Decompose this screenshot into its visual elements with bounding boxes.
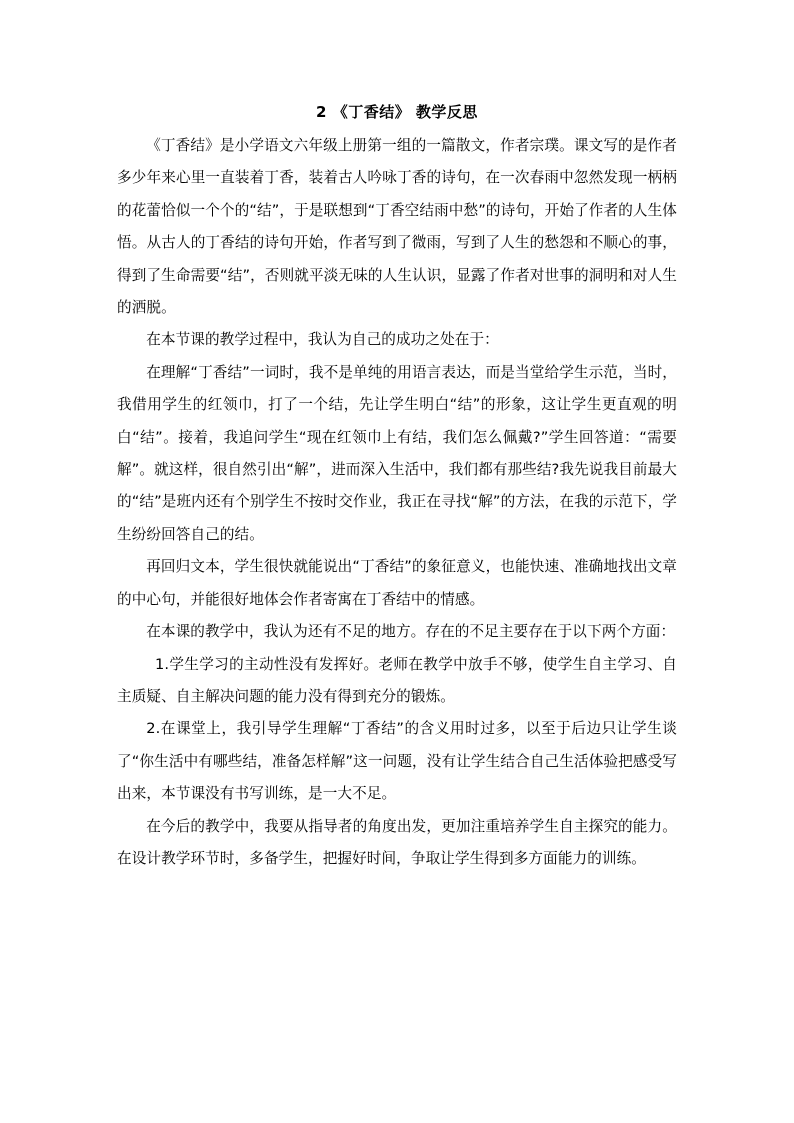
paragraph-return-to-text: 再回归文本，学生很快就能说出“丁香结”的象征意义，也能快速、准确地找出文章的中心句，并能很好地体会作者寄寓在丁香结中的情感。 (117, 558, 677, 608)
paragraph-shortcomings-heading: 在本课的教学中，我认为还有不足的地方。存在的不足主要存在于以下两个方面： (146, 623, 676, 641)
document-body (117, 130, 677, 875)
document-title: 2 《丁香结》 教学反思 (316, 103, 478, 121)
paragraph-future-plan: 在今后的教学中，我要从指导者的角度出发，更加注重培养学生自主探究的能力。在设计教学环节时，多备学生，把握好时间，争取让学生得到多方面能力的训练。 (117, 817, 677, 867)
paragraph-intro: 《丁香结》是小学语文六年级上册第一组的一篇散文，作者宗璞。课文写的是作者多少年来心里一直装着丁香，装着古人吟咏丁香的诗句，在一次春雨中忽然发现一柄柄的花蕾恰似一个个的“结”，于是联想到“丁香空结雨中愁”的诗句，开始了作者的人生体悟。从古人的丁香结的诗句开始，作者写到了微雨，写到了人生的愁怨和不顺心的事，得到了生命需要“结”，否则就平淡无味的人生认识，显露了作者对世事的洞明和对人生的洒脱。 (117, 137, 677, 317)
paragraph-success-heading: 在本节课的教学过程中，我认为自己的成功之处在于： (146, 331, 499, 349)
list-item-shortcoming-2: 2.在课堂上，我引导学生理解“丁香结”的含义用时过多，以至于后边只让学生谈了“你生活中有哪些结，准备怎样解”这一问题，没有让学生结合自己生活体验把感受写出来，本节课没有书写训练，是一大不足。 (117, 720, 677, 803)
paragraph-success-detail: 在理解“丁香结”一词时，我不是单纯的用语言表达，而是当堂给学生示范，当时，我借用学生的红领巾，打了一个结，先让学生明白“结”的形象，这让学生更直观的明白“结”。接着，我追问学生“现在红领巾上有结，我们怎么佩戴?”学生回答道：“需要解”。就这样，很自然引出“解”，进而深入生活中，我们都有那些结?我先说我目前最大的“结”是班内还有个别学生不按时交作业，我正在寻找“解”的方法，在我的示范下，学生纷纷回答自己的结。 (117, 363, 677, 543)
list-item-shortcoming-1: 1.学生学习的主动性没有发挥好。老师在教学中放手不够，使学生自主学习、自主质疑、自主解决问题的能力没有得到充分的锻炼。 (117, 655, 677, 705)
